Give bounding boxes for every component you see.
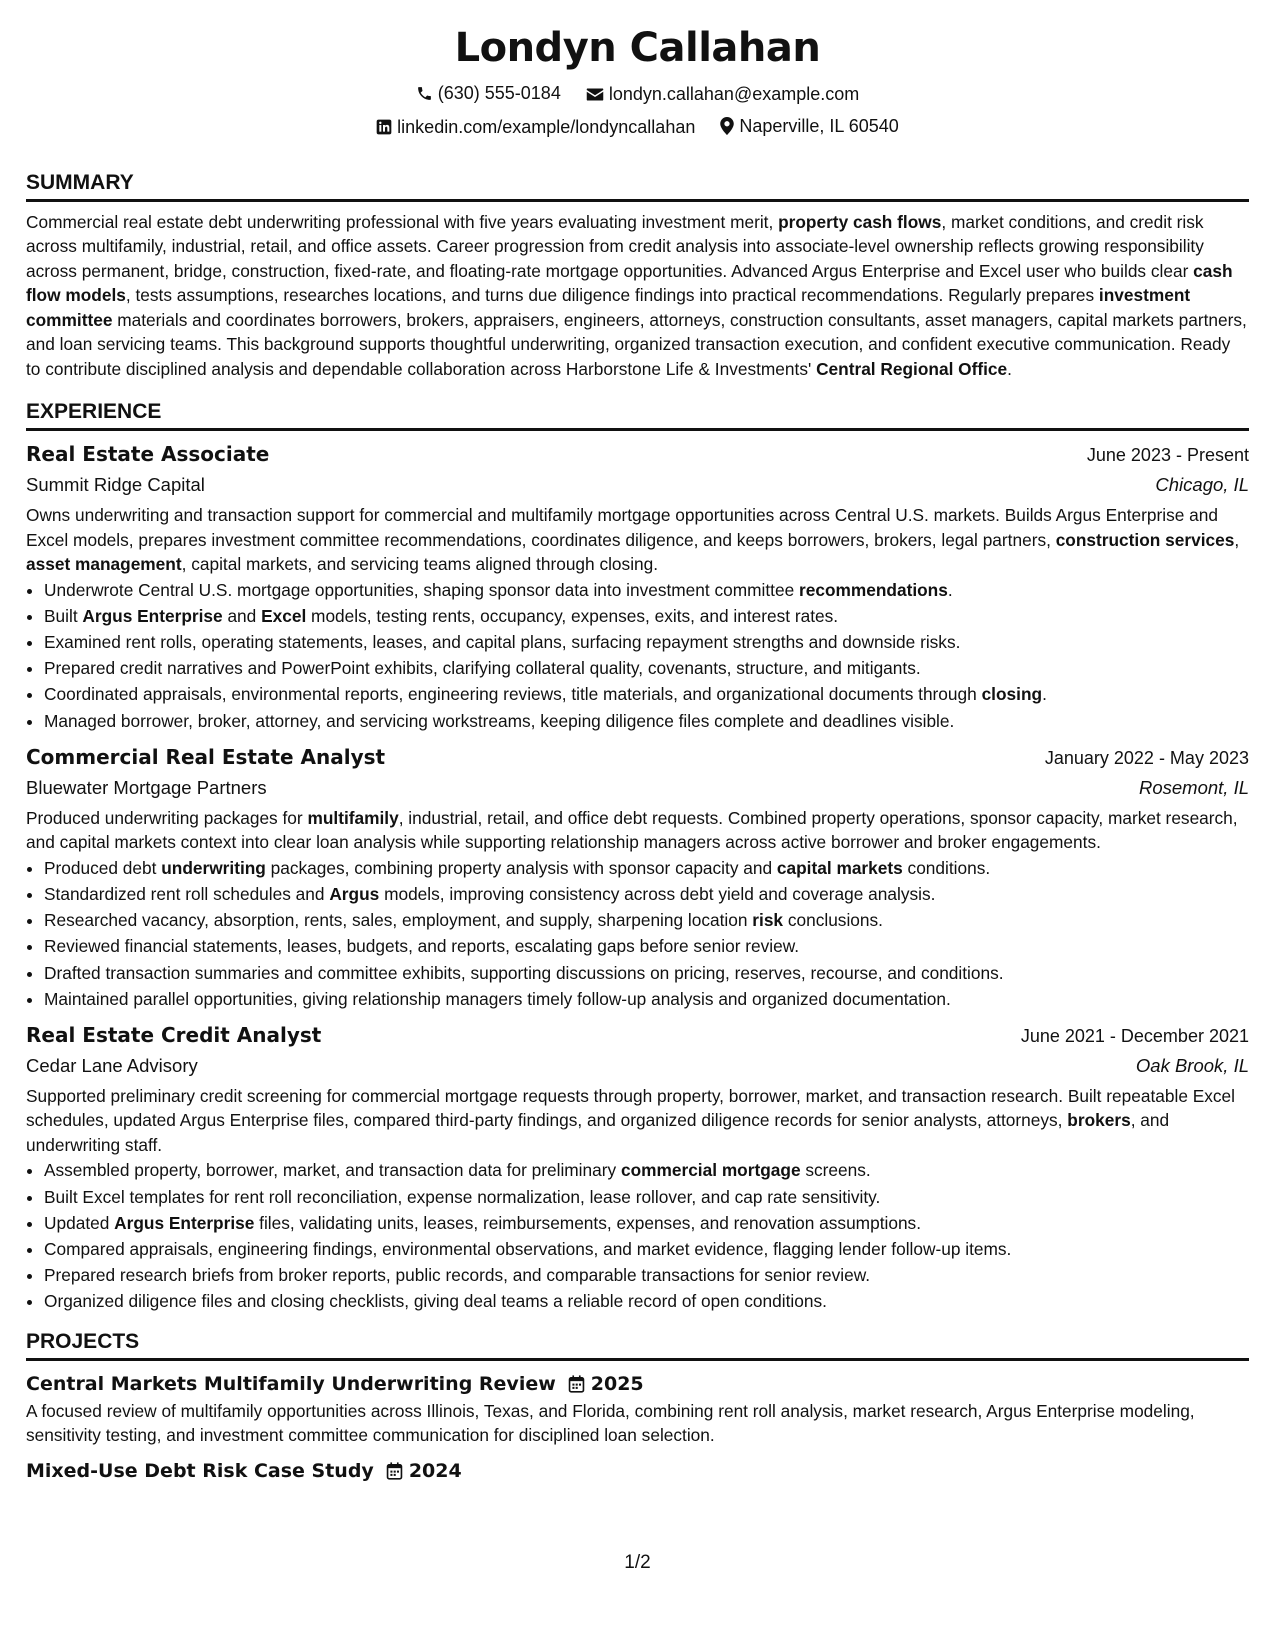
text-segment: Standardized rent roll schedules and bbox=[44, 883, 330, 904]
job-bullets bbox=[26, 855, 1249, 1012]
contact-location bbox=[720, 111, 898, 141]
candidate-name: Londyn Callahan bbox=[454, 25, 821, 71]
contact-row-2 bbox=[26, 111, 1249, 144]
text-segment: and bbox=[222, 605, 262, 626]
job-dates: January 2022 - May 2023 bbox=[1044, 747, 1249, 768]
bullet-item bbox=[44, 960, 1249, 986]
contact-linkedin[interactable] bbox=[376, 112, 695, 142]
job-location: Chicago, IL bbox=[1155, 474, 1249, 495]
text-segment: screens. bbox=[800, 1160, 871, 1181]
job-description bbox=[26, 806, 1249, 855]
experience-heading: EXPERIENCE bbox=[26, 399, 1249, 431]
job-dates: June 2021 - December 2021 bbox=[1020, 1025, 1249, 1046]
text-segment: , bbox=[1234, 529, 1240, 550]
bullet-item bbox=[44, 986, 1249, 1012]
text-segment: materials and coordinates borrowers, brokers, appraisers, engineers, attorneys, construction consultants, asset managers, capital markets partners, and loan servicing teams. This background supports thoughtful underwriting, organized transaction execution, and confident executive communication. Ready to contribute disciplined analysis and dependable collaboration across Harborstone Life & Investments' bbox=[26, 309, 1247, 379]
job-subheader bbox=[26, 470, 1249, 500]
job-location: Oak Brook, IL bbox=[1135, 1054, 1249, 1076]
job-location: Rosemont, IL bbox=[1138, 776, 1249, 798]
job-header bbox=[26, 742, 1249, 773]
text-segment: Researched vacancy, absorption, rents, sales, employment, and supply, sharpening location bbox=[44, 910, 753, 931]
job-title: Real Estate Credit Analyst bbox=[26, 1022, 322, 1047]
text-segment: packages, combining property analysis with sponsor capacity and bbox=[265, 857, 777, 878]
job-description bbox=[26, 1084, 1249, 1158]
job-entry bbox=[26, 1020, 1249, 1315]
company-name: Summit Ridge Capital bbox=[26, 474, 205, 495]
projects-heading: PROJECTS bbox=[26, 1329, 1249, 1361]
text-segment: Produced underwriting packages for bbox=[26, 807, 308, 828]
text-segment: Prepared research briefs from broker reports, public records, and comparable transactions for senior review. bbox=[44, 1265, 871, 1286]
bullet-item bbox=[44, 629, 1249, 655]
experience-list bbox=[26, 439, 1249, 1315]
map-pin-icon bbox=[720, 117, 734, 135]
job-bullets bbox=[26, 577, 1249, 734]
contact-phone[interactable] bbox=[416, 78, 561, 108]
text-segment: , tests assumptions, researches locations, and turns due diligence findings into practical recommendations. Regularly prepares bbox=[125, 285, 1099, 305]
text-segment: files, validating units, leases, reimbursements, expenses, and renovation assumptions. bbox=[254, 1212, 921, 1233]
job-subheader bbox=[26, 773, 1249, 803]
linkedin-text: linkedin.com/example/londyncallahan bbox=[397, 116, 696, 137]
job-entry bbox=[26, 439, 1249, 734]
text-segment: Produced debt bbox=[44, 857, 162, 878]
location-text: Naperville, IL 60540 bbox=[739, 115, 899, 136]
job-header bbox=[26, 1020, 1249, 1051]
bullet-item bbox=[44, 855, 1249, 881]
bold-text: construction services bbox=[1055, 529, 1235, 550]
text-segment: Underwrote Central U.S. mortgage opportunities, shaping sponsor data into investment committee bbox=[44, 579, 799, 600]
bullet-item bbox=[44, 1236, 1249, 1262]
bold-text: risk bbox=[752, 910, 784, 931]
bold-text: underwriting bbox=[161, 857, 266, 878]
calendar-icon bbox=[568, 1375, 585, 1393]
bullet-item bbox=[44, 933, 1249, 959]
text-segment: Compared appraisals, engineering findings, environmental observations, and market evidence, flagging lender follow-up items. bbox=[44, 1239, 1012, 1260]
envelope-icon bbox=[586, 87, 604, 102]
text-segment: , market conditions, and credit risk across multifamily, industrial, retail, and office assets. Career progression from credit analysis into associate-level ownership reflects growing responsibility across permanent, bridge, construction, fixed-rate, and floating-rate mortgage opportunities. Advanced Argus Enterprise and Excel user who builds clear bbox=[26, 211, 1204, 281]
project-entry bbox=[26, 1456, 1249, 1486]
bullet-item bbox=[44, 1262, 1249, 1288]
bold-text: Argus bbox=[329, 883, 380, 904]
bold-text: cash flow models bbox=[26, 260, 1233, 305]
projects-list bbox=[26, 1369, 1249, 1486]
text-segment: , capital markets, and servicing teams aligned through closing. bbox=[181, 554, 659, 574]
bold-text: brokers bbox=[1067, 1110, 1131, 1131]
project-title: Mixed-Use Debt Risk Case Study bbox=[26, 1459, 374, 1482]
bullet-item bbox=[44, 708, 1249, 734]
bullet-item bbox=[44, 881, 1249, 907]
bold-text: commercial mortgage bbox=[620, 1160, 801, 1181]
summary-text bbox=[26, 210, 1249, 382]
job-title: Commercial Real Estate Analyst bbox=[26, 744, 386, 769]
bullet-item bbox=[44, 603, 1249, 629]
bullet-item bbox=[44, 655, 1249, 681]
job-description bbox=[26, 503, 1249, 577]
bullet-item bbox=[44, 907, 1249, 933]
bold-text: Argus Enterprise bbox=[82, 605, 223, 626]
bold-text: Excel bbox=[261, 605, 307, 626]
phone-icon bbox=[416, 85, 433, 102]
project-entry bbox=[26, 1369, 1249, 1448]
bold-text: property cash flows bbox=[778, 211, 942, 232]
summary-heading: SUMMARY bbox=[26, 170, 1249, 202]
company-name: Cedar Lane Advisory bbox=[26, 1054, 198, 1076]
job-subheader bbox=[26, 1051, 1249, 1081]
text-segment: models, testing rents, occupancy, expenses, exits, and interest rates. bbox=[306, 605, 839, 626]
text-segment: Supported preliminary credit screening for commercial mortgage requests through property, borrower, market, and transaction research. Built repeatable Excel schedules, updated Argus Enterprise files, compared third-party findings, and organized diligence records for senior analysts, attorneys, bbox=[26, 1085, 1235, 1131]
job-header bbox=[26, 439, 1249, 470]
text-segment: Built bbox=[44, 605, 83, 626]
text-segment: Coordinated appraisals, environmental reports, engineering reviews, title materials, and organizational documents through bbox=[44, 684, 982, 705]
phone-text: (630) 555-0184 bbox=[437, 83, 561, 103]
text-segment: Drafted transaction summaries and committee exhibits, supporting discussions on pricing, reserves, recourse, and conditions. bbox=[44, 962, 1004, 983]
project-header bbox=[26, 1456, 1249, 1486]
page-number: 1/2 bbox=[624, 1552, 651, 1573]
text-segment: Owns underwriting and transaction support for commercial and multifamily mortgage opportunities across Central U.S. markets. Builds Argus Enterprise and Excel models, prepares investment committee recommendations, coordinates diligence, and keeps borrowers, brokers, legal partners, bbox=[26, 505, 1218, 550]
text-segment: , and underwriting staff. bbox=[26, 1110, 1170, 1155]
bold-text: capital markets bbox=[776, 857, 903, 878]
calendar-icon bbox=[386, 1462, 403, 1480]
text-segment: Updated bbox=[44, 1212, 115, 1233]
bullet-item bbox=[44, 1157, 1249, 1183]
text-segment: Maintained parallel opportunities, giving relationship managers timely follow-up analysis and organized documentation. bbox=[44, 988, 951, 1009]
text-segment: models, improving consistency across debt yield and coverage analysis. bbox=[379, 883, 936, 904]
text-segment: Organized diligence files and closing checklists, giving deal teams a reliable record of open conditions. bbox=[44, 1291, 827, 1312]
text-segment: Examined rent rolls, operating statements, leases, and capital plans, surfacing repayment strengths and downside risks. bbox=[44, 631, 961, 652]
text-segment: conditions. bbox=[902, 857, 991, 878]
bold-text: Argus Enterprise bbox=[114, 1212, 255, 1233]
bold-text: Central Regional Office bbox=[816, 358, 1008, 379]
text-segment: . bbox=[947, 579, 953, 600]
bold-text: closing bbox=[981, 684, 1043, 705]
project-year: 2024 bbox=[408, 1459, 462, 1482]
resume-page bbox=[26, 22, 1249, 1486]
text-segment: Built Excel templates for rent roll reconciliation, expense normalization, lease rollover, and cap rate sensitivity. bbox=[44, 1186, 881, 1207]
project-header bbox=[26, 1369, 1249, 1399]
project-title: Central Markets Multifamily Underwriting Review bbox=[26, 1372, 556, 1395]
bold-text: multifamily bbox=[307, 807, 399, 828]
text-segment: Prepared credit narratives and PowerPoint exhibits, clarifying collateral quality, covenants, structure, and mitigants. bbox=[44, 658, 921, 679]
bold-text: investment committee bbox=[26, 285, 1191, 330]
contact-email[interactable] bbox=[586, 79, 859, 109]
project-description: A focused review of multifamily opportunities across Illinois, Texas, and Florida, combining rent roll analysis, market research, Argus Enterprise modeling, sensitivity testing, and investment committee communication for disciplined loan selection. bbox=[26, 1400, 1195, 1446]
text-segment: Managed borrower, broker, attorney, and servicing workstreams, keeping diligence files complete and deadlines visible. bbox=[44, 710, 955, 731]
email-text: londyn.callahan@example.com bbox=[608, 84, 860, 104]
job-entry bbox=[26, 742, 1249, 1012]
contact-row-1 bbox=[26, 78, 1249, 111]
job-dates: June 2023 - Present bbox=[1086, 445, 1249, 465]
text-segment: , industrial, retail, and office debt requests. Combined property operations, sponsor capacity, market research, and capital markets context into clear loan analysis while supporting relationship managers across active borrower and broker engagements. bbox=[26, 807, 1238, 853]
bullet-item bbox=[44, 1288, 1249, 1314]
text-segment: conclusions. bbox=[783, 910, 883, 931]
project-year: 2025 bbox=[590, 1372, 644, 1395]
linkedin-icon bbox=[376, 119, 392, 135]
job-bullets bbox=[26, 1157, 1249, 1314]
bullet-item bbox=[44, 1184, 1249, 1210]
text-segment: Commercial real estate debt underwriting professional with five years evaluating investment merit, bbox=[26, 211, 779, 232]
bullet-item bbox=[44, 681, 1249, 707]
text-segment: . bbox=[1007, 358, 1012, 379]
text-segment: Reviewed financial statements, leases, budgets, and reports, escalating gaps before senior review. bbox=[44, 936, 800, 957]
bold-text: recommendations bbox=[799, 579, 948, 600]
bold-text: asset management bbox=[26, 554, 182, 574]
text-segment: Assembled property, borrower, market, and transaction data for preliminary bbox=[44, 1160, 621, 1181]
job-title: Real Estate Associate bbox=[26, 442, 270, 466]
text-segment: . bbox=[1042, 684, 1047, 705]
bullet-item bbox=[44, 577, 1249, 603]
bullet-item bbox=[44, 1210, 1249, 1236]
company-name: Bluewater Mortgage Partners bbox=[26, 776, 267, 798]
